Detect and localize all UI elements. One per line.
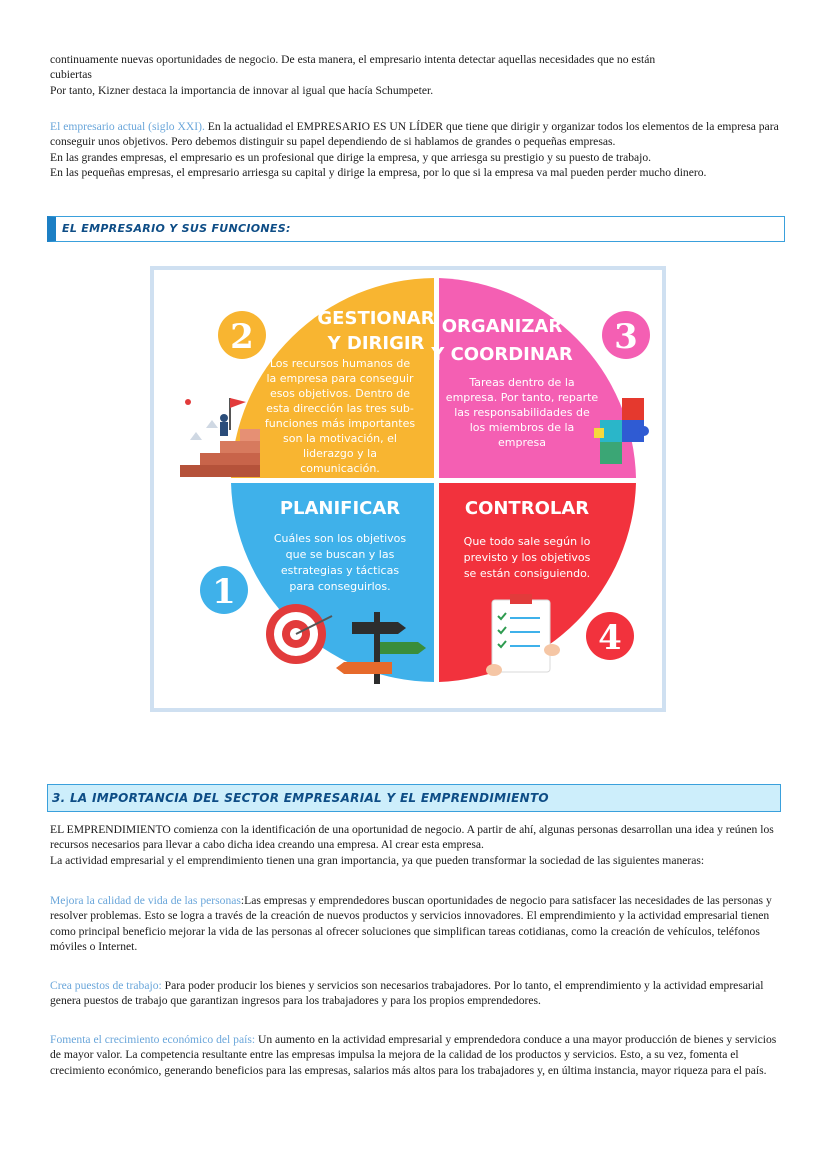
text-line: cubiertas <box>50 68 92 82</box>
paragraph-body: Para poder producir los bienes y servicios son necesarios trabajadores. Por lo tanto, el emprendimiento y la actividad empresarial genera puestos de trabajo que garantizan ingresos para los trabajadores y para los propios emprendedores. <box>50 979 764 1008</box>
svg-text:estrategias y tácticas: estrategias y tácticas <box>280 564 400 577</box>
paragraph-emprendimiento <box>50 822 790 868</box>
title-organizar-2: Y COORDINAR <box>431 344 573 365</box>
number-2: 2 <box>230 317 254 357</box>
paragraph-body: :Las empresas y emprendedores buscan oportunidades de negocio para satisfacer las necesidades de las personas y resolver problemas. Esto se logra a través de la creación de nuevos productos y servicios innovadores. El emprendimiento y la actividad empresarial tienen como principal beneficio mejorar la vida de las personas al ofrecer soluciones que simplifican tareas cotidianas, como la creación de vehículos, teléfonos móviles o Internet. <box>50 894 772 954</box>
svg-text:Que todo sale según lo: Que todo sale según lo <box>463 535 591 548</box>
title-gestionar-1: GESTIONAR <box>317 308 435 329</box>
paragraph-puestos-trabajo <box>50 978 790 1009</box>
paragraph-intro <box>50 52 790 98</box>
svg-text:los miembros de la: los miembros de la <box>469 421 575 434</box>
paragraph-grandes: En las grandes empresas, el empresario es un profesional que dirige la empresa, y que arriesga su prestigio y su puesto de trabajo. <box>50 150 652 164</box>
svg-text:Los recursos humanos de: Los recursos humanos de <box>269 357 411 370</box>
section-banner-importancia <box>47 784 781 812</box>
text-controlar <box>464 535 591 580</box>
paragraph-lead: El empresario actual (siglo XXI). <box>50 120 205 133</box>
functions-diagram <box>150 266 666 712</box>
svg-text:empresa. Por tanto, reparte: empresa. Por tanto, reparte <box>445 391 599 404</box>
paragraph-empresario-actual <box>50 119 790 181</box>
svg-text:previsto y los objetivos: previsto y los objetivos <box>463 551 591 564</box>
section-banner-funciones <box>47 216 785 242</box>
text-line: Por tanto, Kizner destaca la importancia de innovar al igual que hacía Schumpeter. <box>50 83 434 97</box>
clipboard-illustration <box>486 594 560 676</box>
paragraph-lead: Crea puestos de trabajo: <box>50 979 162 992</box>
svg-text:se están consiguiendo.: se están consiguiendo. <box>463 567 591 580</box>
section-title: 3. LA IMPORTANCIA DEL SECTOR EMPRESARIAL Y EL EMPRENDIMIENTO <box>52 791 549 805</box>
svg-text:para conseguirlos.: para conseguirlos. <box>289 580 391 593</box>
svg-text:esos objetivos. Dentro de: esos objetivos. Dentro de <box>269 387 411 400</box>
paragraph-body: En la actualidad el EMPRESARIO ES UN LÍDER que tiene que dirigir y organizar todos los elementos de la empresa para conseguir unos objetivos. Pero debemos distinguir su papel dependiendo de si hablamos de grandes o pequeñas empresas. <box>50 120 779 149</box>
paragraph-calidad-vida <box>50 893 790 955</box>
svg-text:las responsabilidades de: las responsabilidades de <box>454 406 590 419</box>
svg-text:Tareas dentro de la: Tareas dentro de la <box>469 376 575 389</box>
paragraph-lead: Mejora la calidad de vida de las personas <box>50 894 241 907</box>
section-title: EL EMPRESARIO Y SUS FUNCIONES: <box>62 222 291 235</box>
paragraph-pequenas: En las pequeñas empresas, el empresario arriesga su capital y dirige la empresa, por lo que si la empresa va mal pueden perder mucho dinero. <box>50 166 707 180</box>
svg-text:la empresa para conseguir: la empresa para conseguir <box>266 372 414 385</box>
paragraph-body: Un aumento en la actividad empresarial y emprendedora conduce a una mayor producción de bienes y servicios de mayor valor. La competencia resultante entre las empresas impulsa la mejora de la calidad de los productos y servicios. Esto, a su vez, fomenta el crecimiento económico, generando beneficios para las empresas, salarios más altos para los trabajadores y, en última instancia, mayor riqueza para el país. <box>50 1033 777 1077</box>
svg-text:comunicación.: comunicación. <box>300 462 380 475</box>
svg-text:Cuáles son los objetivos: Cuáles son los objetivos <box>273 532 407 545</box>
title-controlar: CONTROLAR <box>464 498 590 519</box>
svg-text:son la motivación, el: son la motivación, el <box>283 432 397 445</box>
svg-text:funciones más importantes: funciones más importantes <box>264 417 416 430</box>
title-planificar: PLANIFICAR <box>279 498 401 519</box>
paragraph-body: La actividad empresarial y el emprendimiento tienen una gran importancia, ya que pueden transformar la sociedad de las siguientes maneras: <box>50 853 705 867</box>
number-4: 4 <box>598 618 622 658</box>
svg-text:esta dirección las tres sub-: esta dirección las tres sub- <box>266 402 414 415</box>
paragraph-body: EL EMPRENDIMIENTO comienza con la identificación de una oportunidad de negocio. A partir de ahí, algunas personas desarrollan una idea y reúnen los recursos necesarios para llevar a cabo dicha idea creando una empresa. Al crear esta empresa. <box>50 823 774 852</box>
title-organizar-1: ORGANIZAR <box>441 316 563 337</box>
number-1: 1 <box>212 572 236 612</box>
paragraph-crecimiento <box>50 1032 790 1078</box>
svg-text:que se buscan y las: que se buscan y las <box>285 548 395 561</box>
svg-text:liderazgo y la: liderazgo y la <box>303 447 377 460</box>
svg-text:empresa: empresa <box>498 436 546 449</box>
title-gestionar-2: Y DIRIGIR <box>327 333 425 354</box>
text-line: continuamente nuevas oportunidades de negocio. De esta manera, el empresario intenta detectar aquellas necesidades que no están <box>50 53 656 66</box>
number-3: 3 <box>614 317 638 357</box>
paragraph-lead: Fomenta el crecimiento económico del país: <box>50 1033 256 1046</box>
